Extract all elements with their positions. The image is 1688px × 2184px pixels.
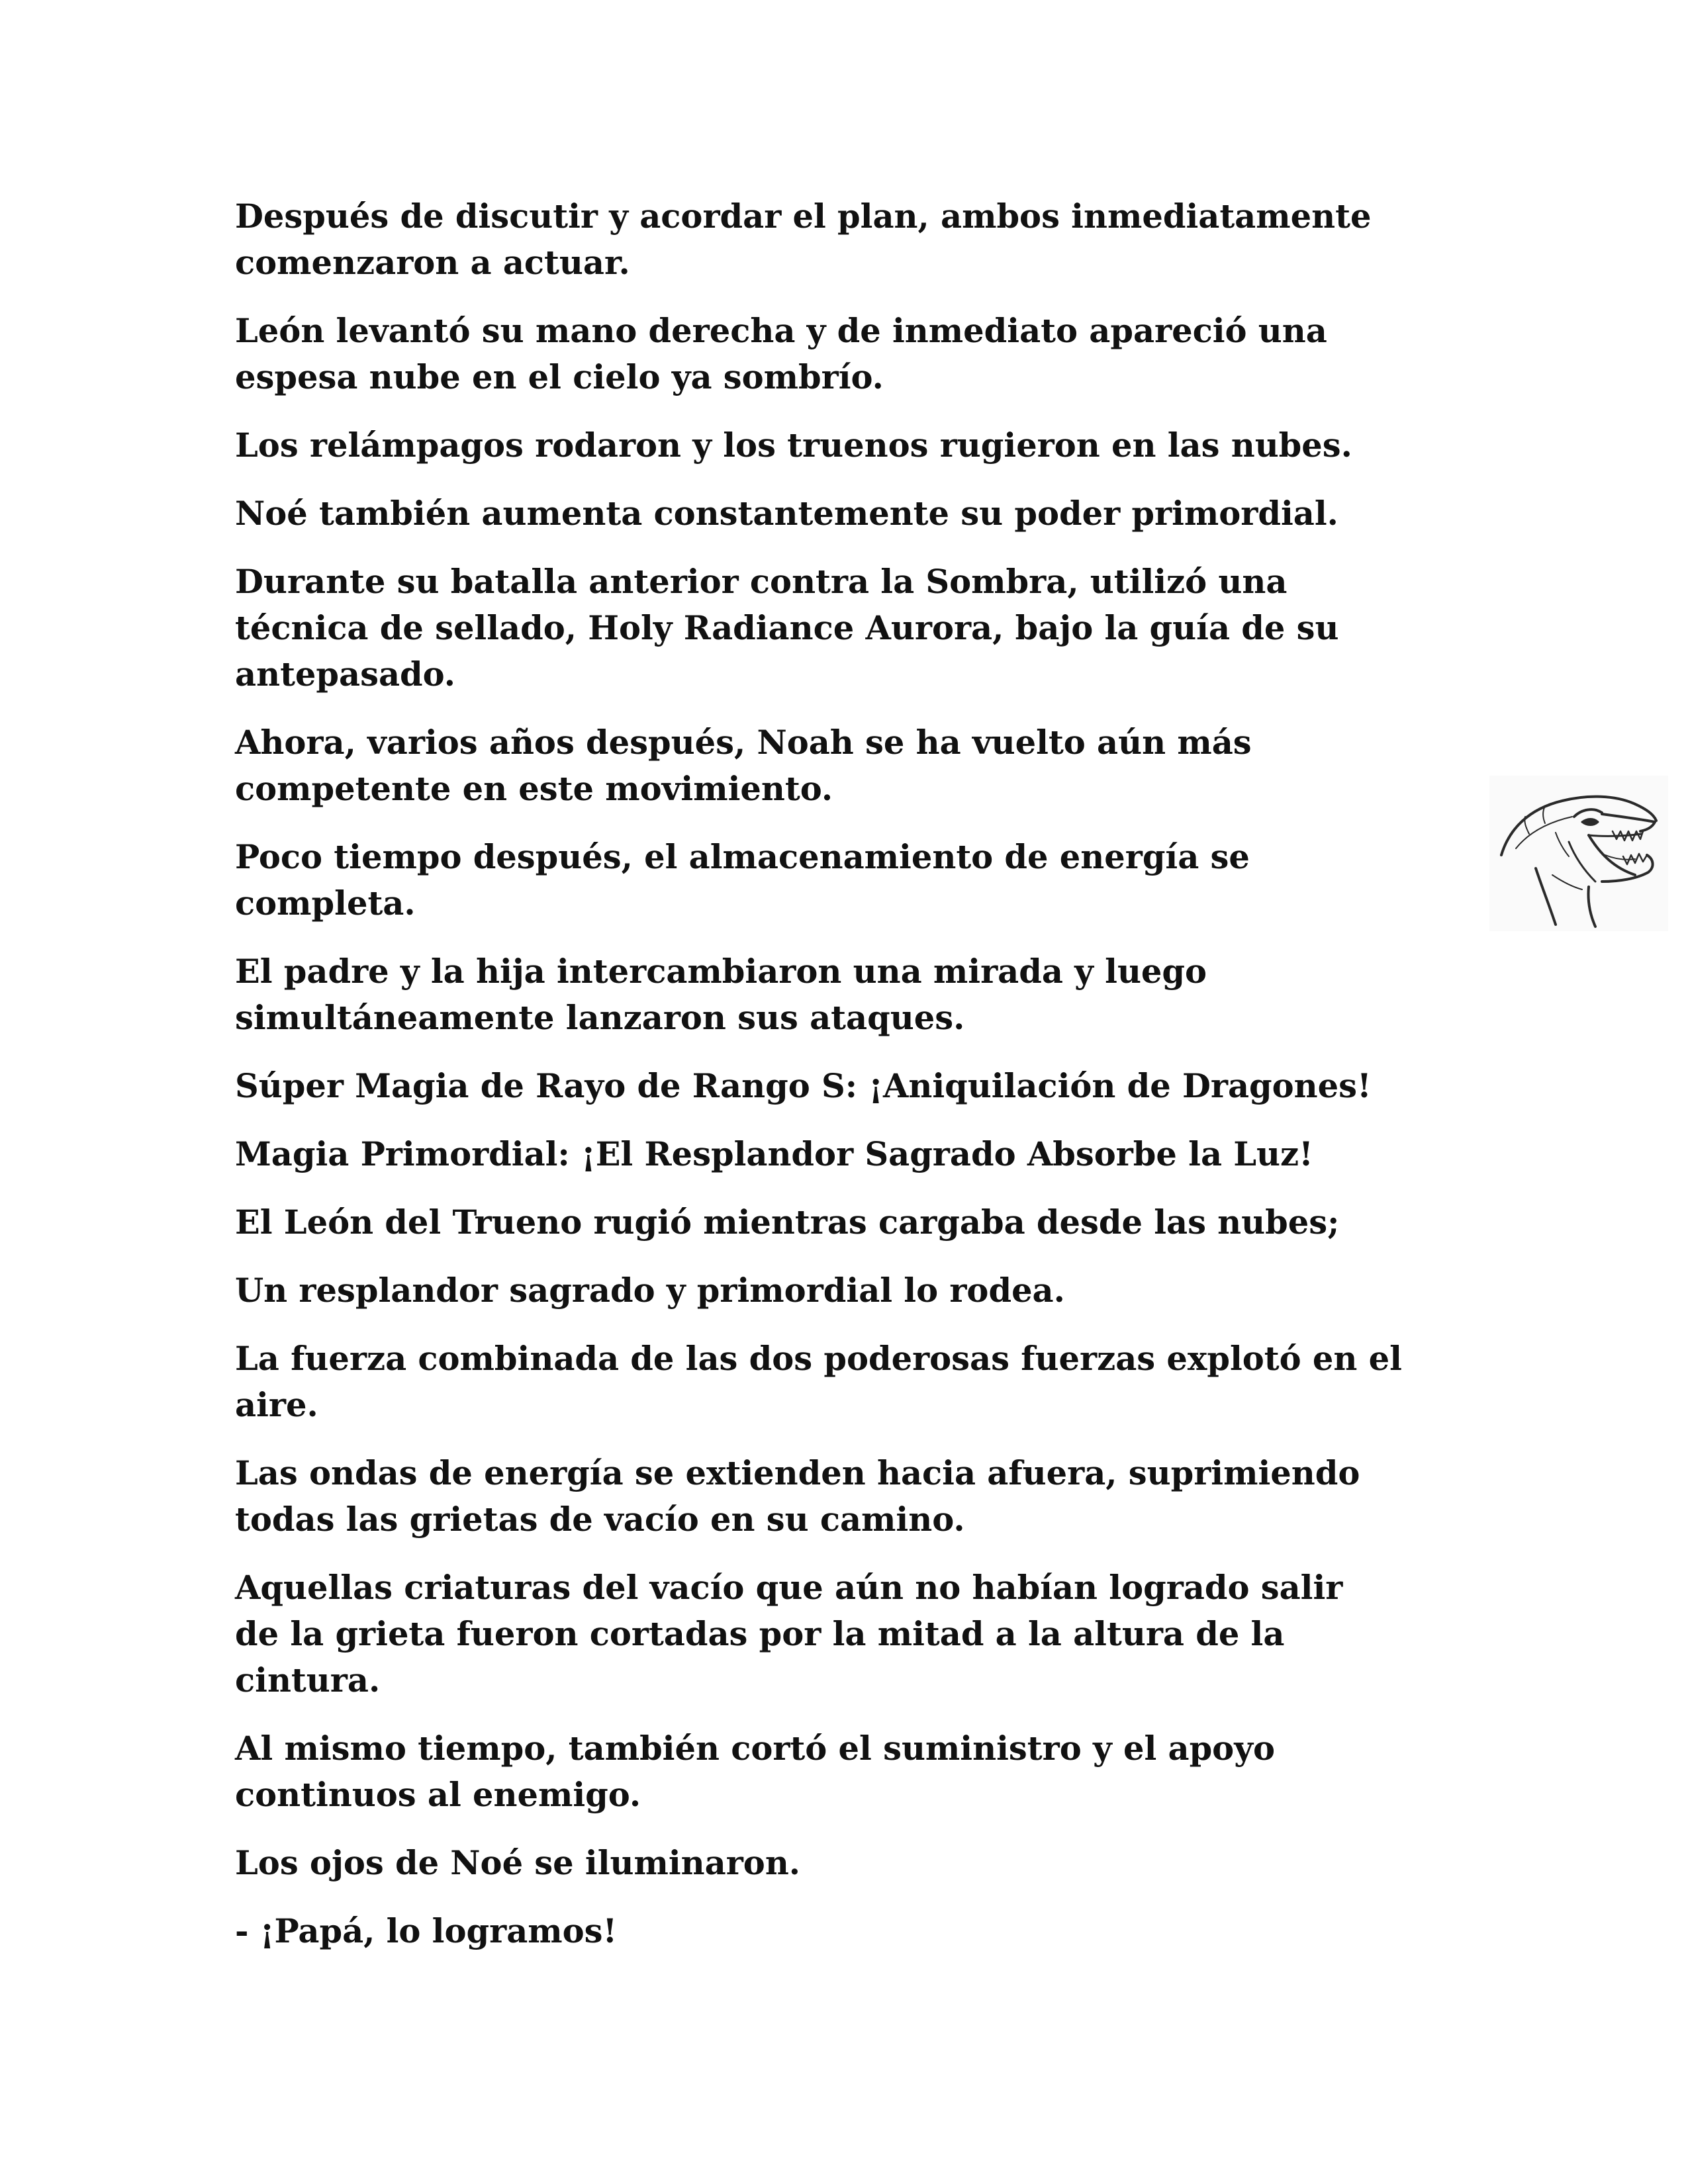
paragraph-line: cintura. xyxy=(235,1661,381,1700)
paragraph xyxy=(235,1840,1460,1886)
paragraph xyxy=(235,1267,1460,1314)
paragraph-line: completa. xyxy=(235,884,416,923)
dinosaur-head-sketch-icon xyxy=(1489,776,1668,931)
paragraph-line: La fuerza combinada de las dos poderosas fuerzas explotó en el xyxy=(235,1340,1402,1378)
paragraph xyxy=(235,490,1460,537)
paragraph xyxy=(235,1063,1460,1109)
paragraph xyxy=(235,948,1460,1041)
paragraph xyxy=(235,1450,1460,1543)
paragraph xyxy=(235,1336,1460,1428)
paragraph-line: Los ojos de Noé se iluminaron. xyxy=(235,1844,801,1882)
paragraph-line: Aquellas criaturas del vacío que aún no habían logrado salir xyxy=(235,1569,1343,1607)
paragraph-line: Las ondas de energía se extienden hacia afuera, suprimiendo xyxy=(235,1454,1360,1492)
paragraph-line: Poco tiempo después, el almacenamiento de energía se xyxy=(235,838,1250,876)
paragraph xyxy=(235,1908,1460,1954)
paragraph-line: Durante su batalla anterior contra la Sombra, utilizó una xyxy=(235,563,1288,601)
paragraph-line: Súper Magia de Rayo de Rango S: ¡Aniquilación de Dragones! xyxy=(235,1067,1372,1105)
paragraph-line: simultáneamente lanzaron sus ataques. xyxy=(235,999,965,1037)
paragraph-line: de la grieta fueron cortadas por la mitad a la altura de la xyxy=(235,1615,1285,1653)
paragraph xyxy=(235,1199,1460,1246)
paragraph-line: Al mismo tiempo, también cortó el suministro y el apoyo xyxy=(235,1729,1275,1768)
paragraph xyxy=(235,193,1460,286)
paragraph xyxy=(235,559,1460,698)
paragraph xyxy=(235,719,1460,812)
paragraph-line: aire. xyxy=(235,1386,318,1424)
paragraph xyxy=(235,422,1460,469)
paragraph-line: Ahora, varios años después, Noah se ha vuelto aún más xyxy=(235,723,1252,762)
paragraph-line: Los relámpagos rodaron y los truenos rugieron en las nubes. xyxy=(235,426,1352,465)
paragraph-line: El padre y la hija intercambiaron una mirada y luego xyxy=(235,952,1207,991)
paragraph-line: León levantó su mano derecha y de inmediato apareció una xyxy=(235,312,1327,350)
paragraph xyxy=(235,1565,1460,1704)
paragraph-line: Noé también aumenta constantemente su poder primordial. xyxy=(235,494,1338,533)
paragraph xyxy=(235,1725,1460,1818)
paragraph-line: Un resplandor sagrado y primordial lo rodea. xyxy=(235,1271,1065,1310)
paragraph-line: Después de discutir y acordar el plan, ambos inmediatamente xyxy=(235,197,1372,236)
paragraph-line: El León del Trueno rugió mientras cargaba desde las nubes; xyxy=(235,1203,1340,1242)
paragraph-line: técnica de sellado, Holy Radiance Aurora, bajo la guía de su xyxy=(235,609,1339,647)
paragraph-line: Magia Primordial: ¡El Resplandor Sagrado Absorbe la Luz! xyxy=(235,1135,1313,1173)
paragraph-line: continuos al enemigo. xyxy=(235,1776,641,1814)
paragraph-line: antepasado. xyxy=(235,655,456,694)
paragraph-line: competente en este movimiento. xyxy=(235,770,833,808)
story-text xyxy=(235,193,1460,1976)
paragraph-line: - ¡Papá, lo logramos! xyxy=(235,1912,618,1950)
paragraph xyxy=(235,1131,1460,1177)
paragraph-line: todas las grietas de vacío en su camino. xyxy=(235,1500,965,1539)
paragraph xyxy=(235,834,1460,927)
paragraph-line: comenzaron a actuar. xyxy=(235,244,630,282)
paragraph-line: espesa nube en el cielo ya sombrío. xyxy=(235,358,884,396)
paragraph xyxy=(235,308,1460,400)
